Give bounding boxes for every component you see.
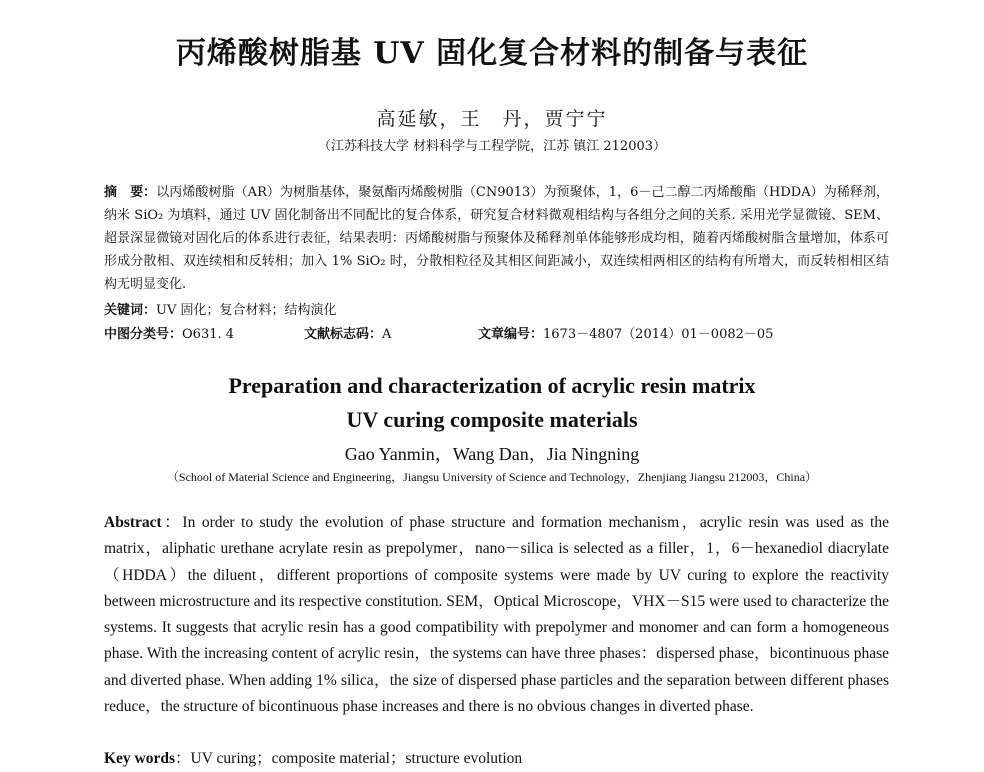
chinese-keywords-label: 关键词： <box>104 303 157 318</box>
english-keywords-label: Key words <box>104 750 176 767</box>
chinese-keywords-text: UV 固化；复合材料；结构演化 <box>156 303 337 318</box>
english-abstract-label: Abstract <box>104 514 162 531</box>
english-abstract <box>104 510 889 720</box>
chinese-title: 丙烯酸树脂基 UV 固化复合材料的制备与表征 <box>175 36 809 71</box>
english-title-line2: UV curing composite materials <box>346 407 638 432</box>
chinese-affiliation: （江苏科技大学 材料科学与工程学院，江苏 镇江 212003） <box>317 139 667 154</box>
english-title-line1: Preparation and characterization of acrylic resin matrix <box>228 373 756 398</box>
chinese-abstract-text: 以丙烯酸树脂（AR）为树脂基体，聚氨酯丙烯酸树脂（CN9013）为预聚体，1，6－己二醇二丙烯酸酯（HDDA）为稀释剂，纳米 SiO₂ 为填料，通过 UV 固化制备出不同配比的复合体系，研究复合材料微观相结构与各组分之间的关系. 采用光学显微镜、SEM、超景深显微镜对固化后的体系进行表征，结果表明：丙烯酸树脂与预聚体及稀释剂单体能够形成均相，随着丙烯酸树脂含量增加，体系可形成分散相、双连续相和反转相；加入 1% SiO₂ 时，分散相粒径及其相区间距减小，双连续相两相区的结构有所增大，而反转相相区结构无明显变化. <box>104 185 889 292</box>
english-abstract-text: ：In order to study the evolution of phase structure and formation mechanism，acrylic resin was used as the matrix，aliphatic urethane acrylate resin as prepolymer，nano－silica is selected as a filler，1，6－hexanediol diacrylate（HDDA）the diluent，different proportions of composite systems were made by UV curing to explore the reactivity between microstructure and its respective constitution. SEM，Optical Microscope，VHX－S15 were used to characterize the systems. It suggests that acrylic resin has a good compatibility with prepolymer and monomer and can form a homogeneous phase. With the increasing content of acrylic resin，the systems can have three phases：dispersed phase，bicontinuous phase and diverted phase. When adding 1% silica，the size of dispersed phase particles and the separation between different phases reduce，the structure of bicontinuous phase increases and there is no obvious changes in diverted phase. <box>104 514 889 716</box>
clc-label: 中图分类号： <box>104 327 183 342</box>
english-authors: Gao Yanmin，Wang Dan，Jia Ningning <box>344 444 640 464</box>
chinese-abstract <box>104 181 889 296</box>
english-keywords <box>104 746 889 772</box>
chinese-abstract-label: 摘 要： <box>104 185 157 200</box>
clc-value: O631. 4 <box>182 327 235 342</box>
english-keywords-text: ：UV curing；composite material；structure evolution <box>175 750 523 767</box>
article-no-label: 文章编号： <box>478 327 544 342</box>
article-no-value: 1673－4807（2014）01－0082－05 <box>543 327 774 342</box>
doc-code-value: A <box>382 327 392 342</box>
article-number <box>478 323 773 346</box>
doc-code-label: 文献标志码： <box>304 327 383 342</box>
clc-number <box>104 323 234 346</box>
chinese-authors: 高延敏，王 丹，贾宁宁 <box>376 108 608 130</box>
chinese-keywords <box>104 299 889 322</box>
document-code <box>304 323 391 346</box>
english-affiliation: （School of Material Science and Engineering，Jiangsu University of Science and Technology，Zhenjiang Jiangsu 212003，China） <box>166 470 818 484</box>
